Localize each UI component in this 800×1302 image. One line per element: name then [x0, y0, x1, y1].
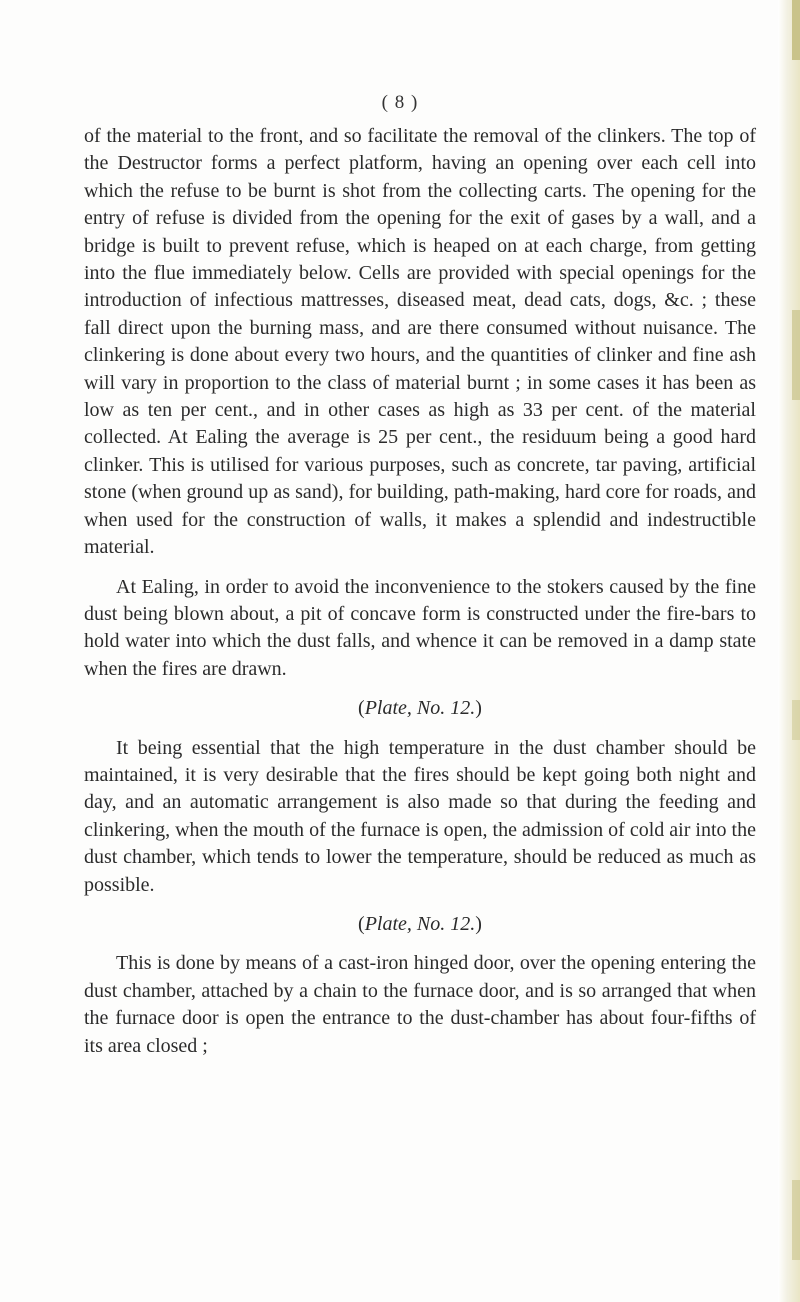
- plate-reference-close-paren: ): [475, 912, 482, 935]
- plate-reference-close-paren: ): [475, 697, 482, 720]
- spine-discoloration: [792, 1180, 800, 1260]
- spine-discoloration: [792, 310, 800, 400]
- plate-reference: [84, 911, 756, 938]
- spine-discoloration: [792, 700, 800, 740]
- plate-reference-open-paren: (: [358, 697, 365, 720]
- body-text: [84, 123, 756, 1060]
- page-spine-edge: [778, 0, 800, 1302]
- paragraph-destructor-platform: of the material to the front, and so facilitate the removal of the clinkers. The top of the Destructor forms a perfect platform, having an opening over each cell into which the refuse to be burnt is shot from the collecting carts. The opening for the entry of refuse is divided from the opening for the exit of gases by a wall, and a bridge is built to prevent refuse, which is heaped on at each charge, from getting into the flue immediately below. Cells are provided with special openings for the introduction of infectious mattresses, diseased meat, dead cats, dogs, &c. ; these fall direct upon the burning mass, and are there consumed without nuisance. The clinkering is done about every two hours, and the quantities of clinker and fine ash will vary in proportion to the class of material burnt ; in some cases it has been as low as ten per cent., and in other cases as high as 33 per cent. of the material collected. At Ealing the average is 25 per cent., the residuum being a good hard clinker. This is utilised for various purposes, such as concrete, tar paving, artificial stone (when ground up as sand), for building, path-making, hard core for roads, and when used for the construction of walls, it makes a splendid and indestructible material.: [84, 125, 756, 559]
- paragraph-high-temperature: It being essential that the high temperature in the dust chamber should be maintained, it is very desirable that the fires should be kept going both night and day, and an automatic arrangement is also made so that during the feeding and clinkering, when the mouth of the furnace is open, the admission of cold air into the dust chamber, which tends to lower the temperature, should be reduced as much as possible.: [84, 736, 756, 896]
- paragraph-hinged-door: This is done by means of a cast-iron hinged door, over the opening entering the dust chamber, attached by a chain to the furnace door, and is so arranged that when the furnace door is open the entrance to the dust-chamber has about four-fifths of its area closed ;: [84, 952, 756, 1057]
- plate-reference-text: Plate, No. 12.: [364, 697, 476, 720]
- plate-reference-text: Plate, No. 12.: [364, 912, 476, 935]
- page-number: ( 8 ): [381, 92, 419, 113]
- plate-reference-open-paren: (: [358, 912, 365, 935]
- paragraph-ealing-dust-pit: At Ealing, in order to avoid the inconvenience to the stokers caused by the fine dust being blown about, a pit of concave form is constructed under the fire-bars to hold water into which the dust falls, and whence it can be removed in a damp state when the fires are drawn.: [84, 575, 756, 680]
- plate-reference: [84, 695, 756, 722]
- spine-discoloration: [792, 0, 800, 60]
